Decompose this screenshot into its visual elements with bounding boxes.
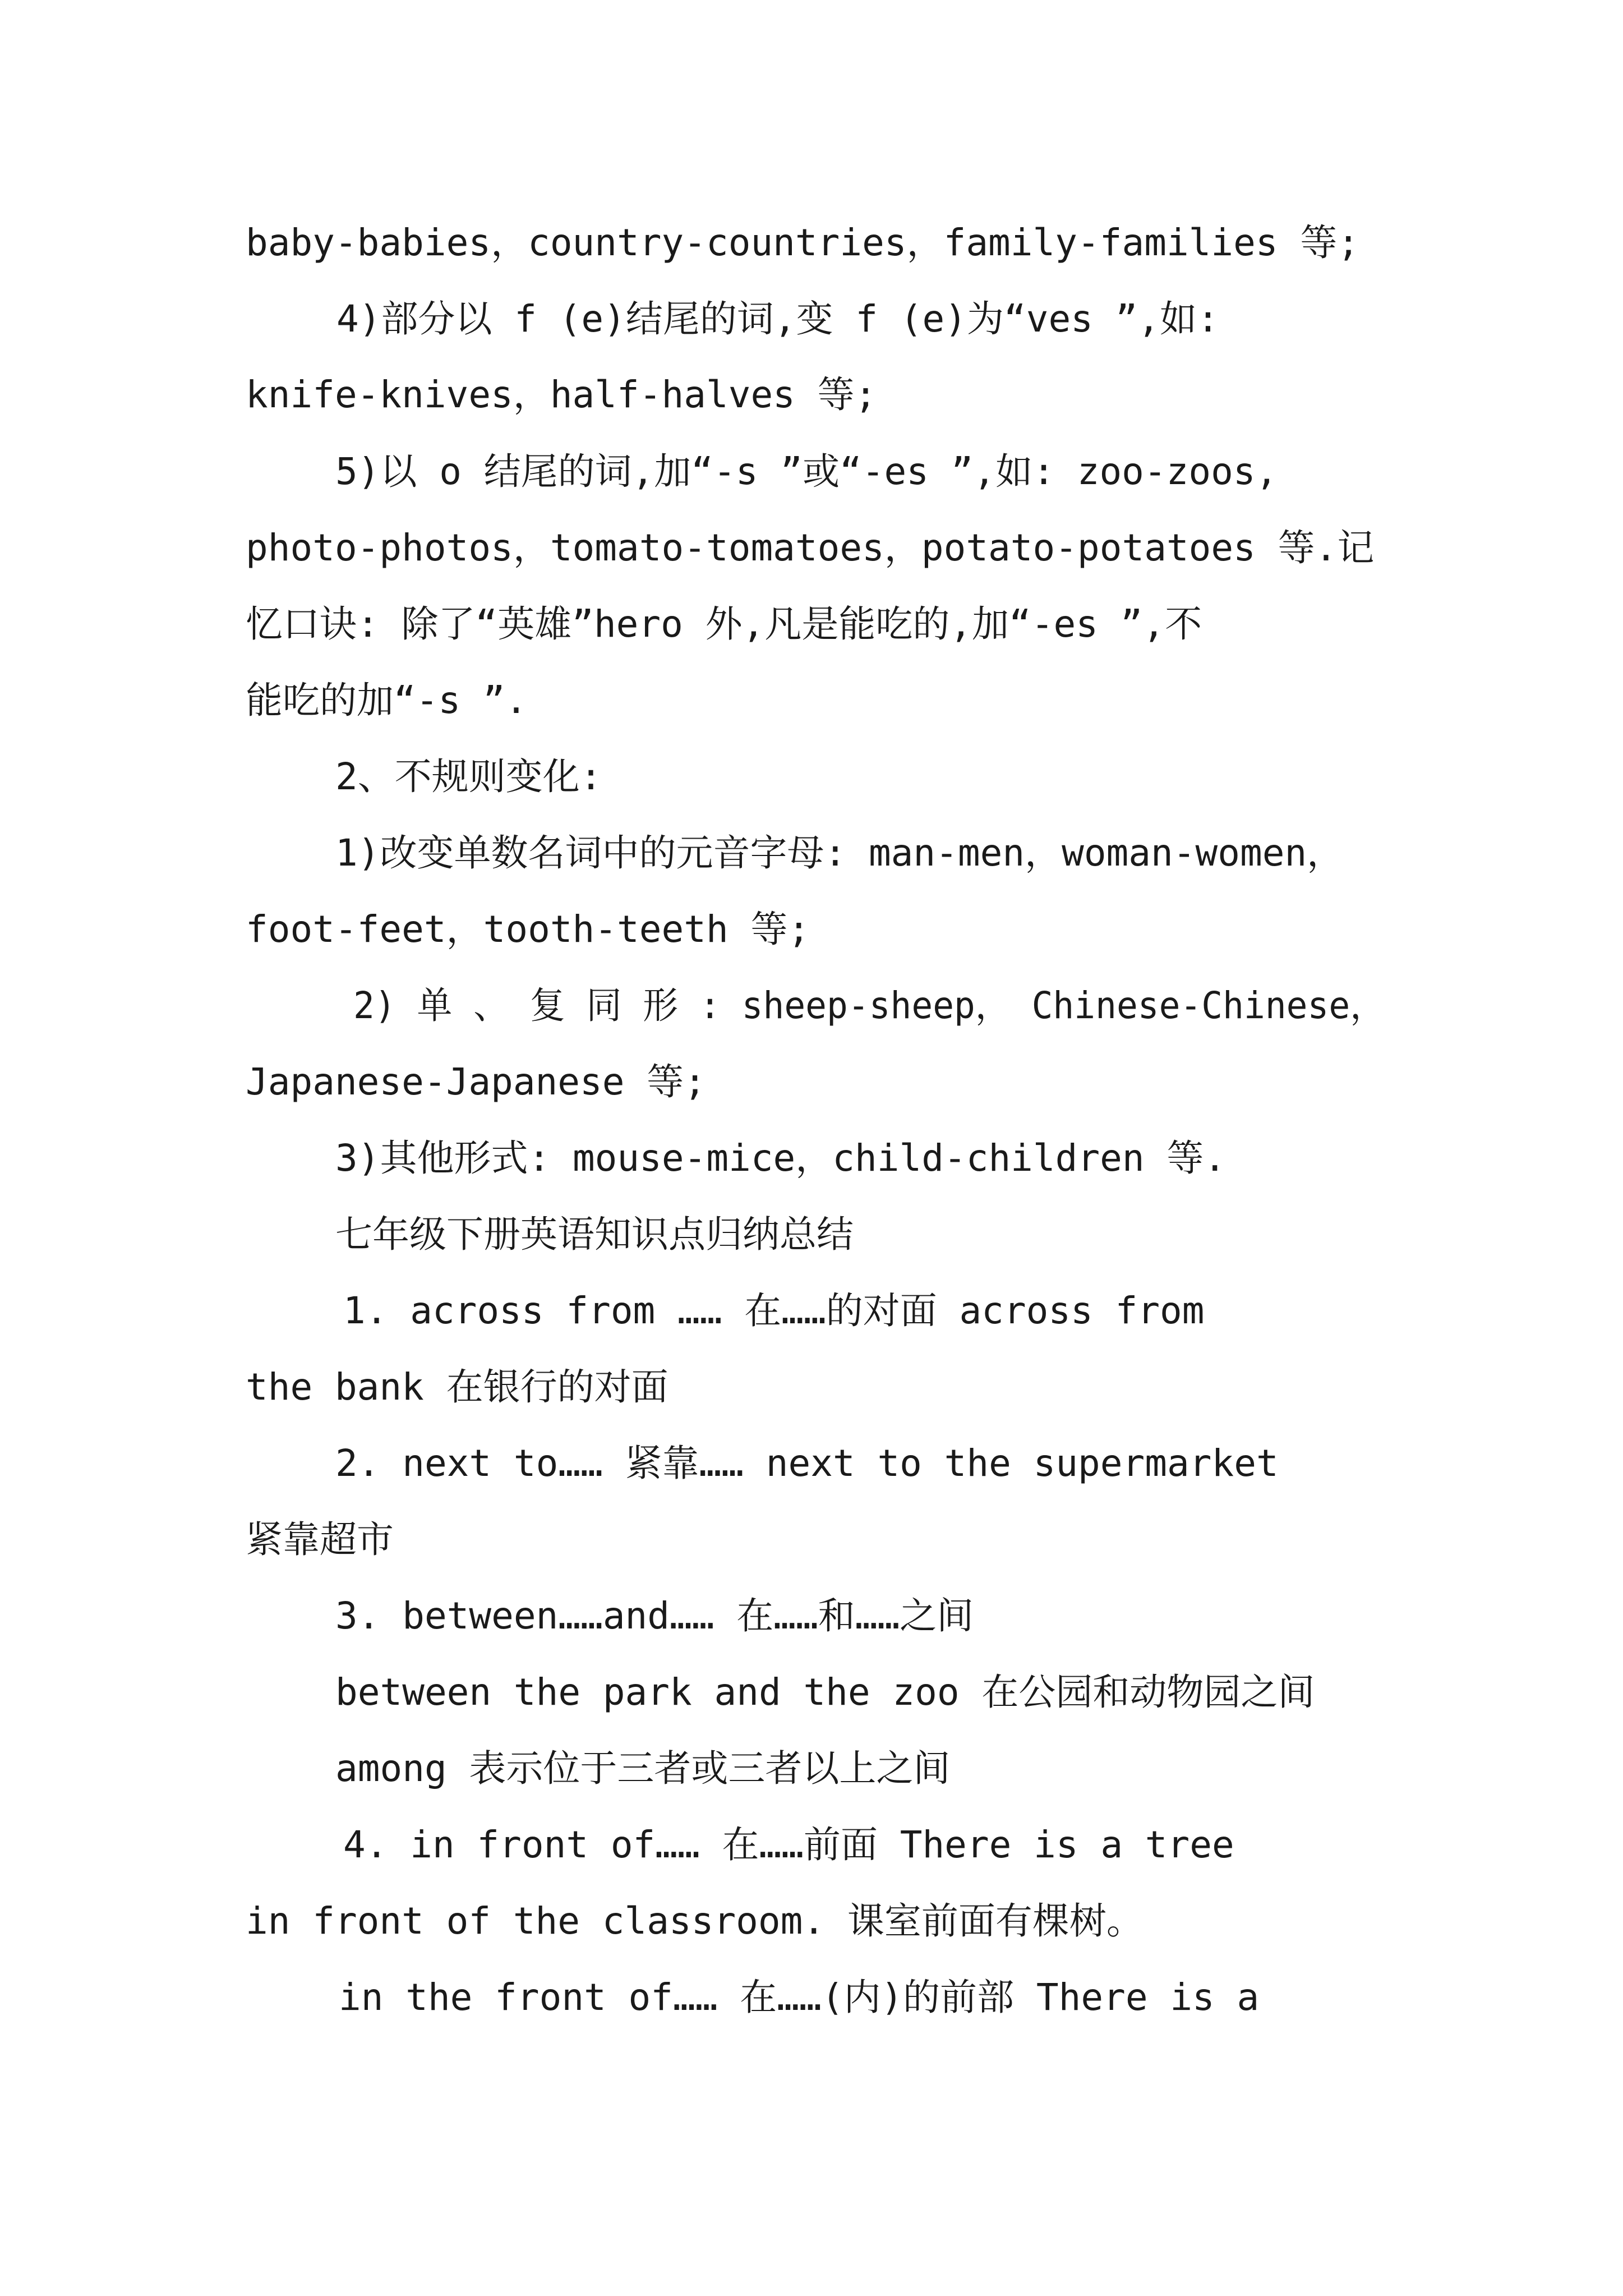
text-line-2: 4)部分以 f (e)结尾的词,变 f (e)为“ves ”,如: [336,297,1219,341]
text-line-8: 2、不规则变化: [335,755,602,798]
text-line-7: 能吃的加“-s ”. [246,679,528,722]
text-line-1: baby-babies，country-countries，family-families 等; [246,221,1360,264]
text-line-6: 忆口诀: 除了“英雄”hero 外,凡是能吃的,加“-es ”,不 [246,602,1202,646]
text-line-10: foot-feet，tooth-teeth 等; [246,908,810,951]
text-line-13: 3)其他形式: mouse-mice，child-children 等. [335,1137,1227,1180]
text-line-22: 4. in front of…… 在……前面 There is a tree [343,1823,1234,1866]
text-line-18: 紧靠超市 [246,1518,394,1561]
text-line-11: 2) 单 、 复 同 形 : sheep-sheep， Chinese-Chinese， [353,984,1386,1027]
text-line-15: 1. across from …… 在……的对面 across from [343,1289,1205,1332]
text-line-17: 2. next to…… 紧靠…… next to the supermarket [335,1442,1279,1485]
text-line-14: 七年级下册英语知识点归纳总结 [335,1213,854,1256]
text-line-19: 3. between……and…… 在……和……之间 [335,1594,974,1637]
text-line-9: 1)改变单数名词中的元音字母: man-men，woman-women， [335,831,1344,875]
text-line-16: the bank 在银行的对面 [246,1365,668,1409]
text-line-3: knife-knives，half-halves 等; [246,373,877,416]
text-line-23: in front of the classroom. 课室前面有棵树。 [246,1899,1144,1943]
text-line-4: 5)以 o 结尾的词,加“-s ”或“-es ”,如: zoo-zoos, [335,450,1278,493]
text-line-24: in the front of…… 在……(内)的前部 There is a [339,1976,1260,2019]
text-line-21: among 表示位于三者或三者以上之间 [335,1747,951,1790]
text-line-5: photo-photos，tomato-tomatoes，potato-potatoes 等.记 [246,526,1375,569]
text-line-12: Japanese-Japanese 等; [246,1060,706,1103]
text-line-20: between the park and the zoo 在公园和动物园之间 [335,1671,1315,1714]
